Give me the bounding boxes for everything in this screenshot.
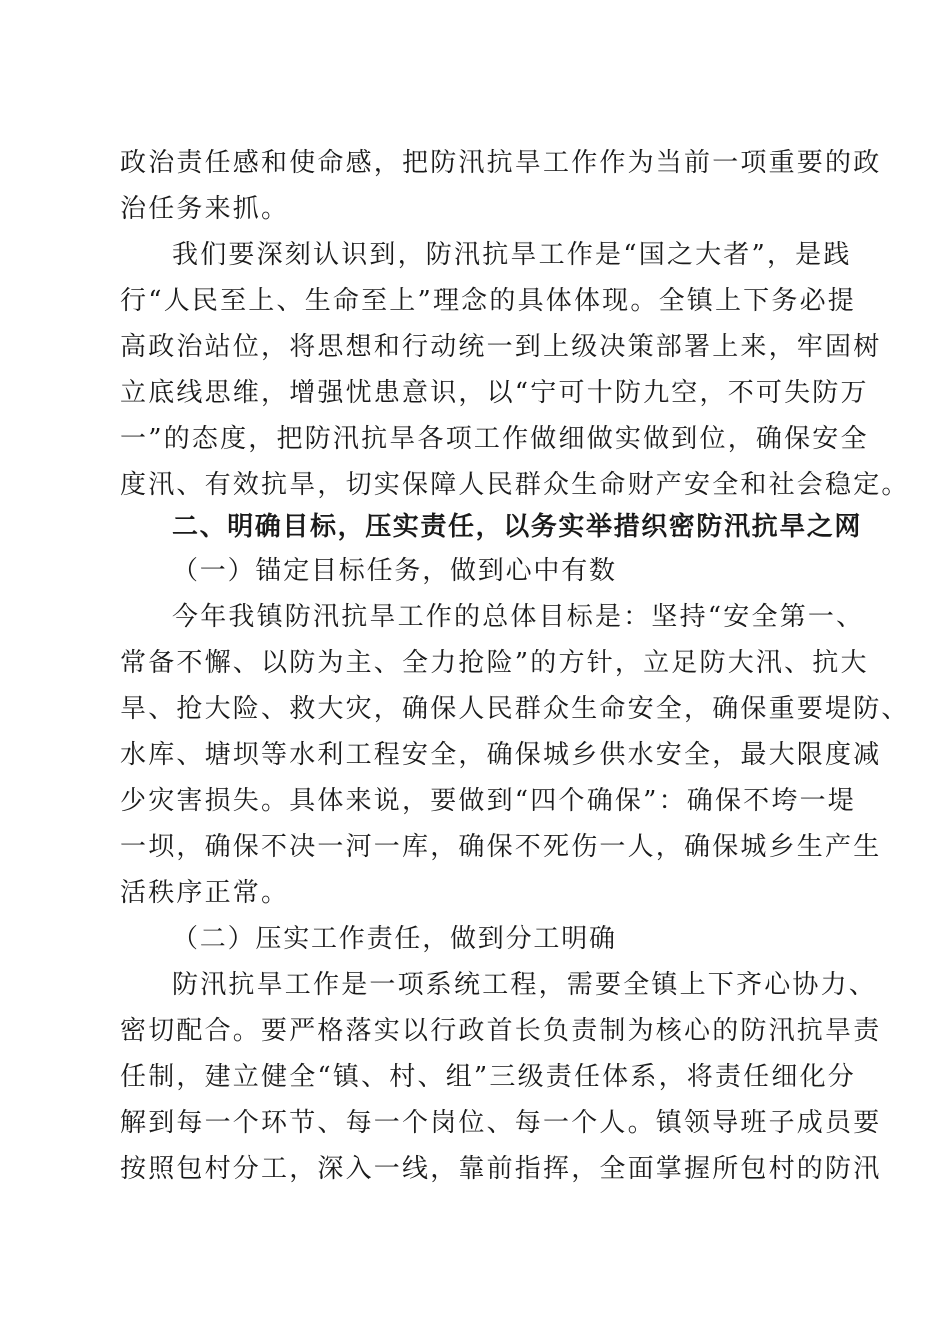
body-text-line: 行“人民至上、生命至上”理念的具体体现。全镇上下务必提 [120, 286, 856, 316]
body-text-line: 立底线思维，增强忧患意识，以“宁可十防九空，不可失防万 [120, 378, 869, 408]
body-text-line: 度汛、有效抗旱，切实保障人民群众生命财产安全和社会稳定。 [120, 470, 910, 500]
body-text-line: 我们要深刻认识到，防汛抗旱工作是“国之大者”，是践 [172, 240, 852, 270]
body-text-line: 活秩序正常。 [120, 878, 290, 908]
body-text-line: 高政治站位，将思想和行动统一到上级决策部署上来，牢固树 [120, 332, 882, 362]
body-text-line: 密切配合。要严格落实以行政首长负责制为核心的防汛抗旱责 [120, 1016, 882, 1046]
subsection-heading: （一）锚定目标任务，做到心中有数 [172, 556, 617, 586]
body-text-line: 按照包村分工，深入一线，靠前指挥，全面掌握所包村的防汛 [120, 1154, 882, 1184]
body-text-line: 治任务来抓。 [120, 194, 290, 224]
body-text-line: 解到每一个环节、每一个岗位、每一个人。镇领导班子成员要 [120, 1108, 882, 1138]
body-text-line: 旱、抢大险、救大灾，确保人民群众生命安全，确保重要堤防、 [120, 694, 910, 724]
body-text-line: 一”的态度，把防汛抗旱各项工作做细做实做到位，确保安全 [120, 424, 869, 454]
subsection-heading: （二）压实工作责任，做到分工明确 [172, 924, 617, 954]
body-text-line: 任制，建立健全“镇、村、组”三级责任体系，将责任细化分 [120, 1062, 856, 1092]
body-text-line: 常备不懈、以防为主、全力抢险”的方针，立足防大汛、抗大 [120, 648, 869, 678]
body-text-line: 防汛抗旱工作是一项系统工程，需要全镇上下齐心协力、 [172, 970, 878, 1000]
body-text-line: 少灾害损失。具体来说，要做到“四个确保”：确保不垮一堤 [120, 786, 856, 816]
section-heading: 二、明确目标，压实责任，以务实举措织密防汛抗旱之网 [172, 512, 863, 542]
body-text-line: 今年我镇防汛抗旱工作的总体目标是：坚持“安全第一、 [172, 602, 865, 632]
body-text-line: 一坝，确保不决一河一库，确保不死伤一人，确保城乡生产生 [120, 832, 882, 862]
body-text-line: 政治责任感和使命感，把防汛抗旱工作作为当前一项重要的政 [120, 148, 882, 178]
body-text-line: 水库、塘坝等水利工程安全，确保城乡供水安全，最大限度减 [120, 740, 882, 770]
